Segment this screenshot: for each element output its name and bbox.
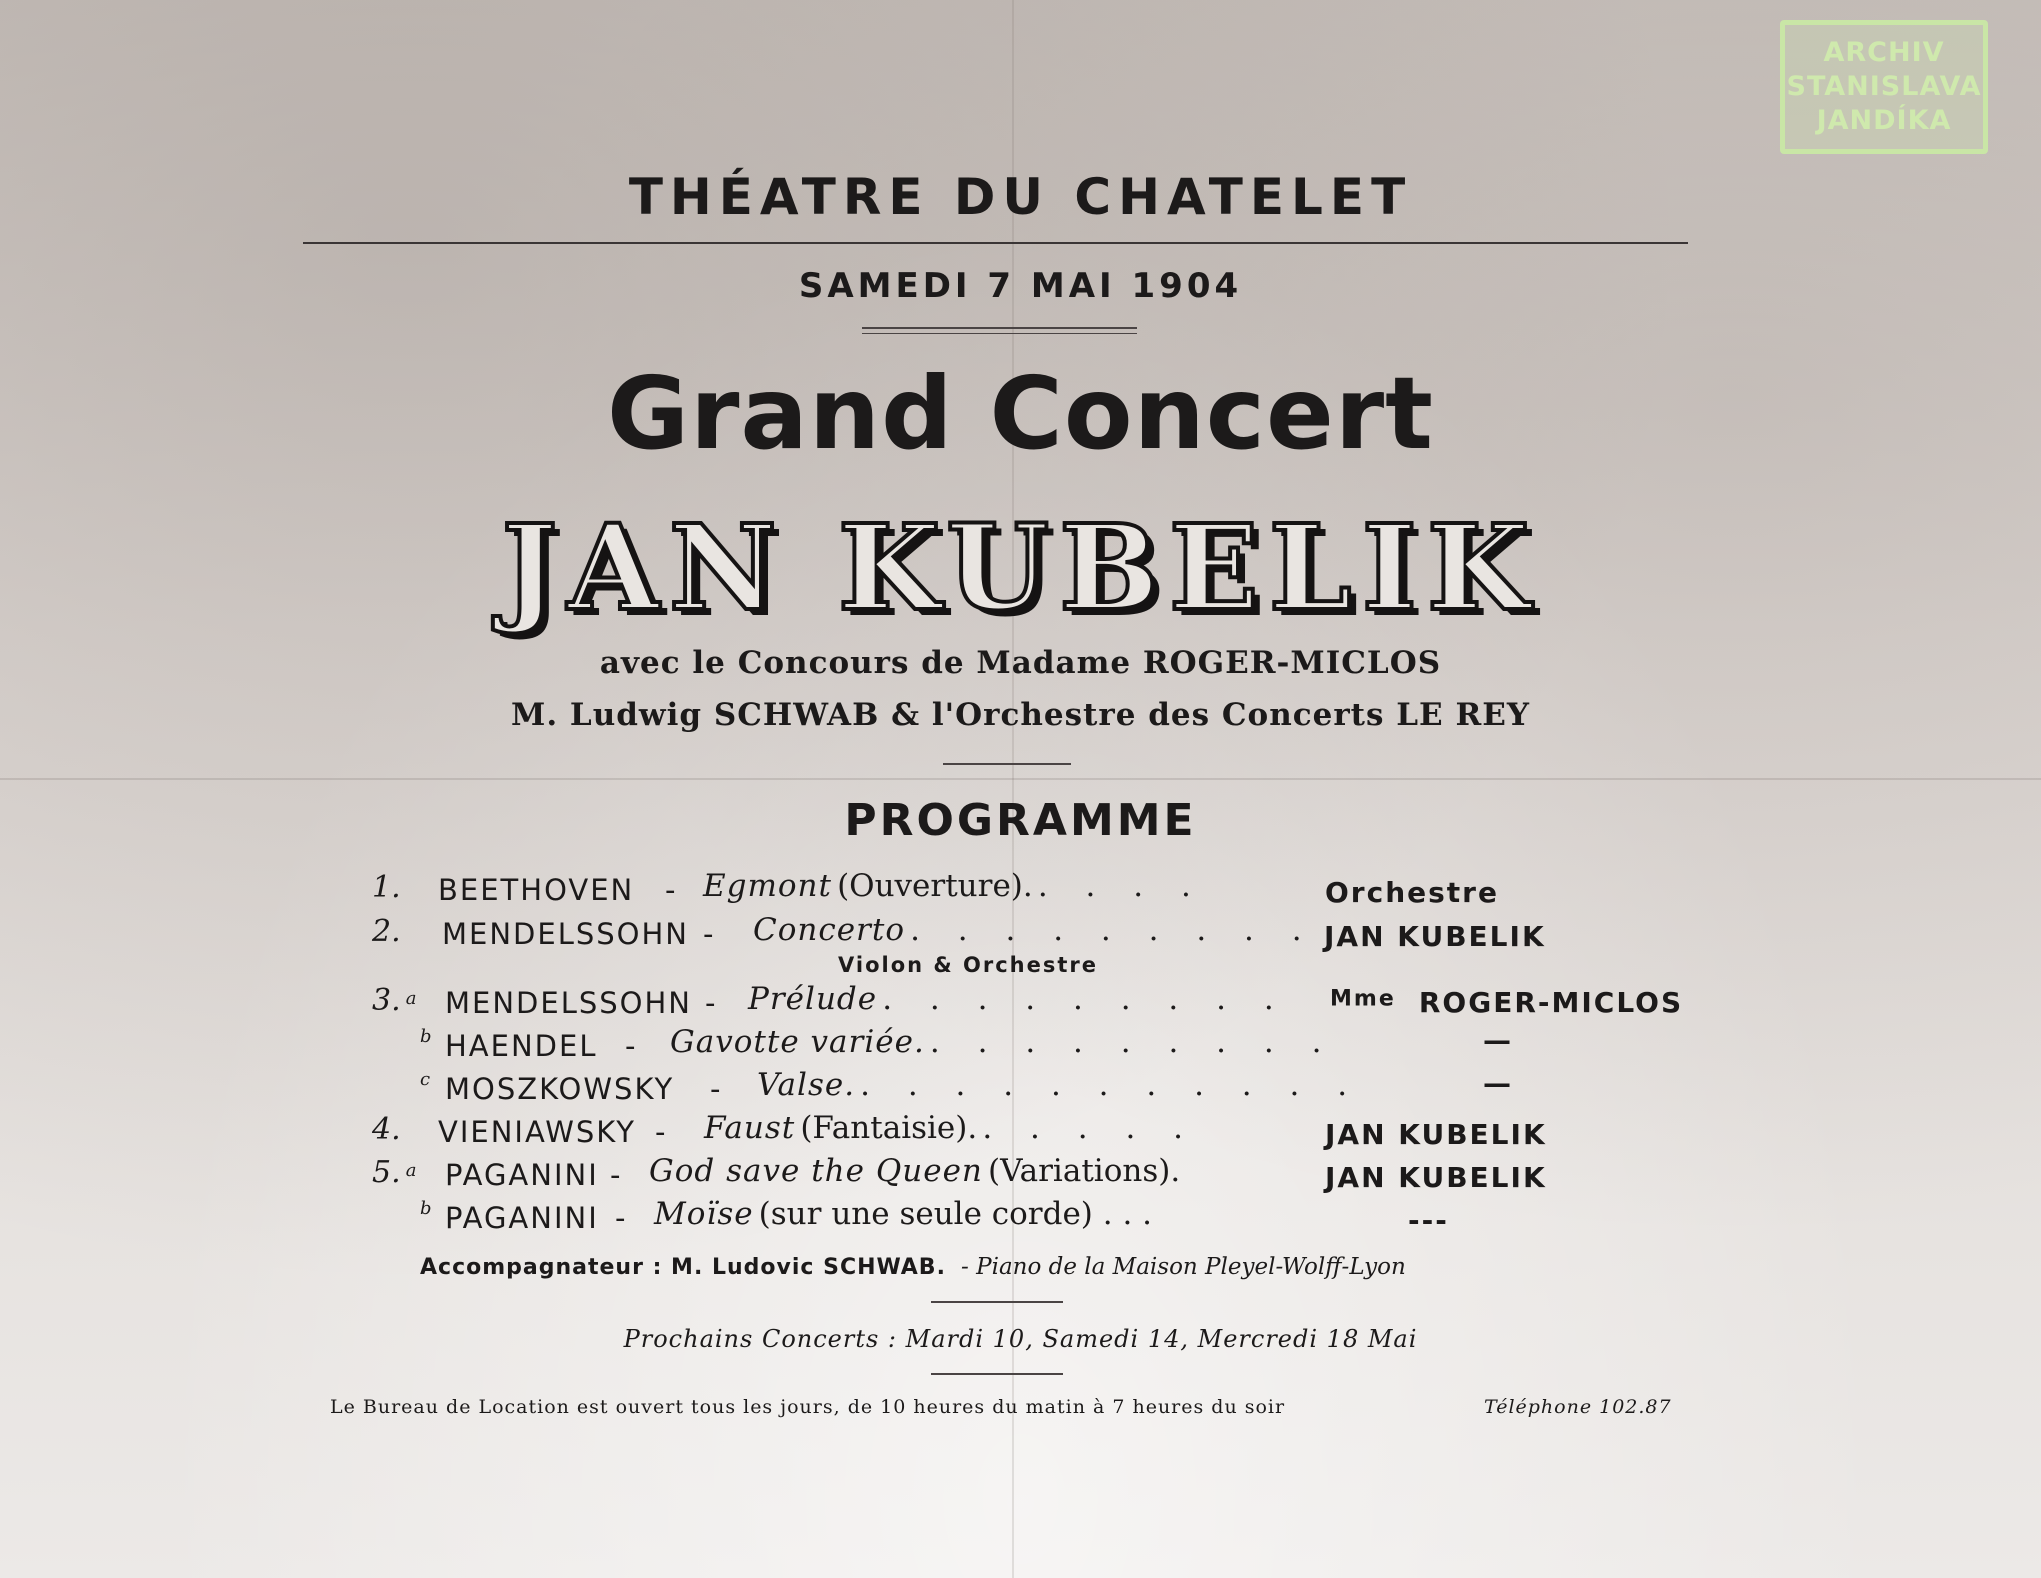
concert-date: SAMEDI 7 MAI 1904	[798, 266, 1243, 306]
work-extra: (Ouverture).	[837, 868, 1033, 904]
programme-heading: PROGRAMME	[844, 795, 1197, 846]
work-name: Egmont	[703, 868, 832, 904]
guest-line: avec le Concours de Madame ROGER-MICLOS	[599, 645, 1442, 681]
performer: JAN KUBELIK	[1324, 920, 1546, 953]
orchestra-line: M. Ludwig SCHWAB & l'Orchestre des Concerts LE REY	[511, 697, 1530, 733]
performer: JAN KUBELIK	[1325, 1161, 1547, 1194]
separator: -	[703, 917, 716, 951]
work-extra: (Variations).	[987, 1153, 1181, 1189]
item-sub: a	[405, 1159, 417, 1181]
leader-dots: . . . . . . . . .	[882, 981, 1288, 1017]
leader-dots: . . . . . . . . .	[910, 912, 1316, 948]
item-number: 5.	[372, 1155, 401, 1190]
performer-prefix: Mme	[1330, 986, 1396, 1012]
performer-ditto: —	[1483, 1067, 1513, 1100]
paper-fold-horizontal	[0, 778, 2041, 780]
leader-dots: . . . . . . . . .	[929, 1024, 1336, 1060]
box-office-hours: Le Bureau de Location est ouvert tous les jours, de 10 heures du matin à 7 heures du soir	[330, 1396, 1286, 1418]
work-title	[748, 981, 1288, 1017]
separator: -	[665, 873, 678, 907]
work-name: Concerto	[753, 912, 905, 948]
composer: PAGANINI	[445, 1201, 599, 1235]
programme-row	[372, 914, 401, 949]
work-title	[654, 1196, 1152, 1232]
work-extra: (sur une seule corde) . . .	[758, 1196, 1153, 1232]
work-title	[703, 868, 1205, 904]
work-name: Gavotte variée.	[670, 1024, 925, 1060]
programme-row	[372, 1112, 401, 1147]
composer: BEETHOVEN	[438, 873, 635, 907]
work-extra: (Fantaisie).	[800, 1110, 978, 1146]
accompaniment-divider	[931, 1301, 1063, 1303]
item-number: 4.	[372, 1112, 401, 1147]
performer: Orchestre	[1325, 876, 1499, 909]
separator: -	[710, 1072, 723, 1106]
work-name: God save the Queen	[649, 1153, 983, 1189]
accompaniment-line	[420, 1254, 1406, 1280]
date-divider-second	[862, 333, 1137, 334]
separator: -	[655, 1115, 668, 1149]
work-name: Prélude	[748, 981, 878, 1017]
composer: MENDELSSOHN	[442, 917, 689, 951]
archive-stamp	[1780, 20, 1988, 154]
composer: MENDELSSOHN	[445, 986, 692, 1020]
work-title	[704, 1110, 1197, 1146]
composer: VIENIAWSKY	[438, 1115, 636, 1149]
item-sub: c	[420, 1069, 431, 1090]
work-title	[649, 1153, 1180, 1189]
item-sub: b	[420, 1198, 432, 1219]
piano-maker: - Piano de la Maison Pleyel-Wolff-Lyon	[961, 1254, 1406, 1280]
programme-row	[372, 983, 422, 1018]
work-title	[670, 1024, 1335, 1060]
footer-divider	[931, 1373, 1063, 1375]
next-concerts: Prochains Concerts : Mardi 10, Samedi 14, Mercredi 18 Mai	[623, 1325, 1418, 1353]
performer: JAN KUBELIK	[1325, 1118, 1547, 1151]
item-number: 2.	[372, 914, 401, 949]
performer-ditto: ---	[1408, 1204, 1449, 1237]
artist-name: JAN KUBELIK	[501, 498, 1540, 637]
concert-title: Grand Concert	[607, 355, 1434, 472]
stamp-line-2: STANISLAVA	[1786, 71, 1982, 102]
section-divider	[943, 763, 1071, 765]
programme-row	[420, 1069, 436, 1095]
leader-dots: . . . . .	[982, 1110, 1198, 1146]
composer: HAENDEL	[445, 1029, 598, 1063]
header-divider	[303, 242, 1688, 244]
performer: ROGER-MICLOS	[1418, 986, 1684, 1019]
work-name: Moïse	[654, 1196, 754, 1232]
separator: -	[610, 1158, 623, 1192]
work-name: Faust	[704, 1110, 796, 1146]
work-title	[753, 912, 1316, 948]
item-sub: a	[405, 987, 417, 1009]
stamp-line-1: ARCHIV	[1823, 37, 1945, 68]
performer-ditto: —	[1483, 1024, 1513, 1057]
programme-row	[372, 870, 401, 905]
leader-dots: . . . .	[1037, 868, 1205, 904]
theatre-name: THÉATRE DU CHATELET	[628, 168, 1413, 226]
work-title	[757, 1067, 1361, 1103]
programme-row	[372, 1155, 422, 1190]
item-number: 3.	[372, 983, 401, 1018]
stamp-line-3: JANDÍKA	[1816, 105, 1952, 136]
separator: -	[615, 1201, 628, 1235]
separator: -	[625, 1029, 638, 1063]
separator: -	[705, 986, 718, 1020]
item-number: 1.	[372, 870, 401, 905]
date-divider	[862, 327, 1137, 329]
leader-dots: . . . . . . . . . . .	[860, 1067, 1362, 1103]
accompanist: Accompagnateur : M. Ludovic SCHWAB.	[420, 1255, 946, 1280]
work-note: Violon & Orchestre	[838, 953, 1099, 977]
composer: MOSZKOWSKY	[445, 1072, 675, 1106]
telephone: Téléphone 102.87	[1484, 1396, 1672, 1418]
item-sub: b	[420, 1026, 432, 1047]
performer-group	[1330, 986, 1683, 1019]
programme-row	[420, 1026, 438, 1052]
work-name: Valse.	[757, 1067, 856, 1103]
programme-row	[420, 1198, 438, 1224]
composer: PAGANINI	[445, 1158, 599, 1192]
